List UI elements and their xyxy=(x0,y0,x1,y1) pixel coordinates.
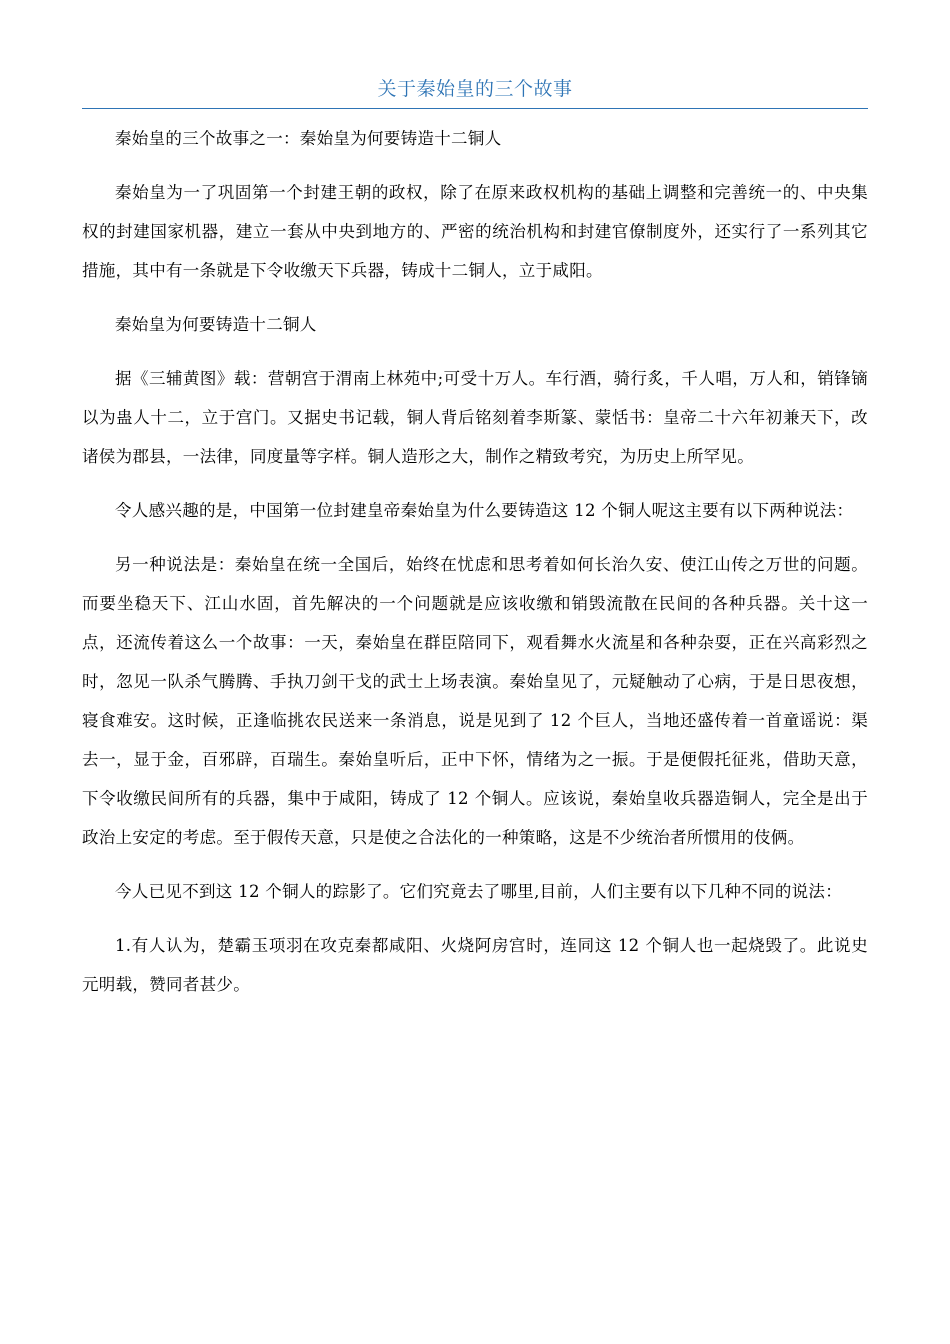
document-body xyxy=(82,119,868,1004)
document-page xyxy=(82,74,868,1019)
paragraph-sanfu-huangtu: 据《三辅黄图》载：营朝宫于渭南上林苑中;可受十万人。车行酒，骑行炙，千人唱，万人和，销锋镝以为蛊人十二，立于宫门。又据史书记载，铜人背后铭刻着李斯篆、蒙恬书：皇帝二十六年初兼天下，改诸侯为郡县，一法律，同度量等字样。铜人造形之大，制作之精致考究，为历史上所罕见。 xyxy=(82,369,868,466)
paragraph-intro: 秦始皇为一了巩固第一个封建王朝的政权，除了在原来政权机构的基础上调整和完善统一的、中央集权的封建国家机器，建立一套从中央到地方的、严密的统治机构和封建官僚制度外，还实行了一系列其它措施，其中有一条就是下令收缴天下兵器，铸成十二铜人，立于咸阳。 xyxy=(82,183,868,280)
subheading-why-bronze-men: 秦始皇为何要铸造十二铜人 xyxy=(115,315,317,334)
paragraph-whereabouts: 今人已见不到这 12 个铜人的踪影了。它们究竟去了哪里,目前，人们主要有以下几种不同的说法： xyxy=(115,882,843,901)
paragraph-another-theory: 另一种说法是：秦始皇在统一全国后，始终在忧虑和思考着如何长治久安、使江山传之万世的问题。而要坐稳天下、江山水固，首先解决的一个问题就是应该收缴和销毁流散在民间的各种兵器。关十这一点，还流传着这么一个故事：一天，秦始皇在群臣陪同下，观看舞水火流星和各种杂耍，正在兴高彩烈之时，忽见一队杀气腾腾、手执刀剑干戈的武士上场表演。秦始皇见了，元疑触动了心病，于是日思夜想，寝食难安。这时候，正逢临挑农民送来一条消息，说是见到了 12 个巨人，当地还盛传着一首童谣说：渠去一，显于金，百邪辟，百瑞生。秦始皇听后，正中下怀，情绪为之一振。于是便假托征兆，借助天意，下令收缴民间所有的兵器，集中于咸阳，铸成了 12 个铜人。应该说，秦始皇收兵器造铜人，完全是出于政治上安定的考虑。至于假传天意，只是使之合法化的一种策略，这是不少统治者所惯用的伎俩。 xyxy=(82,555,868,847)
subheading-story-one: 秦始皇的三个故事之一：秦始皇为何要铸造十二铜人 xyxy=(115,129,502,148)
paragraph-theory-one: 1.有人认为，楚霸玉项羽在攻克秦都咸阳、火烧阿房宫时，连同这 12 个铜人也一起烧毁了。此说史元明载，赞同者甚少。 xyxy=(82,936,868,994)
paragraph-two-theories: 令人感兴趣的是，中国第一位封建皇帝秦始皇为什么要铸造这 12 个铜人呢这主要有以下两种说法： xyxy=(115,501,854,520)
document-header-title: 关于秦始皇的三个故事 xyxy=(82,74,868,109)
